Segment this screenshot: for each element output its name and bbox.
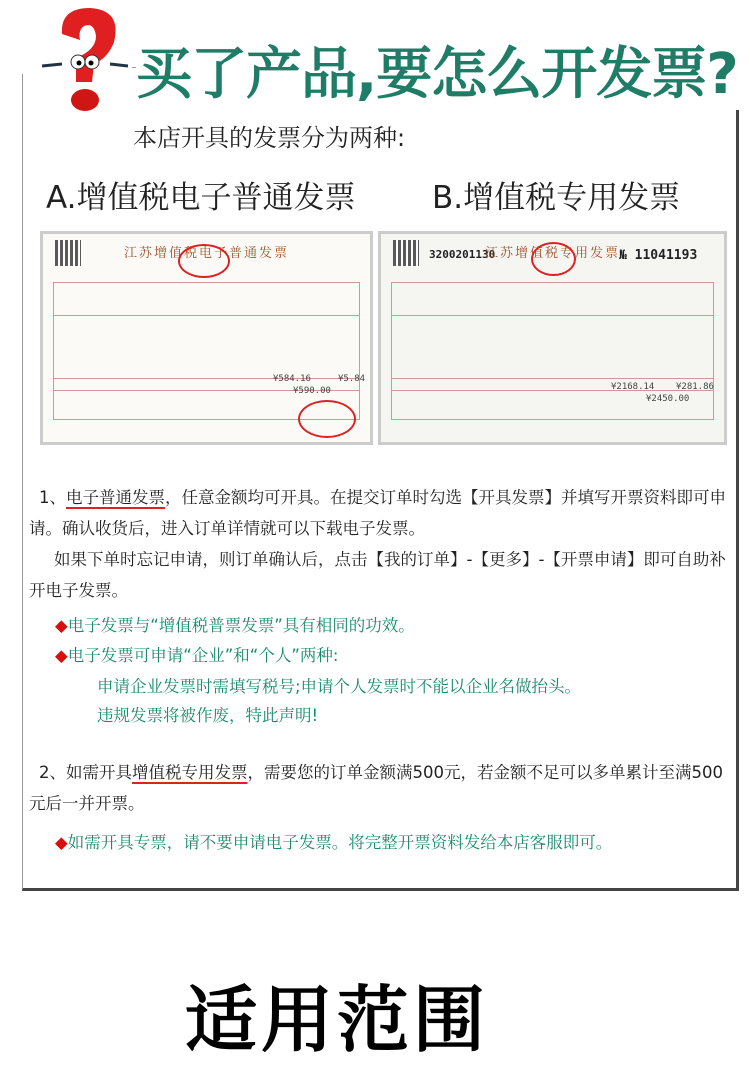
section-2-prefix: 2、如需开具: [39, 763, 132, 782]
invoice-tax: ¥281.86: [676, 382, 714, 392]
section-1-text: ，任意金额均可开具。在提交订单时勾选【开具发票】并填写开票资料即可申请。确认收货后，进入订单详情就可以下载电子发票。: [29, 488, 726, 538]
invoice-total: ¥2450.00: [646, 394, 690, 404]
invoice-subtotal: ¥584.16: [273, 374, 311, 384]
term-special-invoice: 增值税专用发票: [132, 763, 248, 782]
note-text: 违规发票将被作废，特此声明!: [97, 706, 319, 725]
special-invoice-sample: [378, 231, 727, 445]
item-number: 1、: [39, 488, 66, 507]
invoice-type-a-heading: A.增值税电子普通发票: [46, 180, 356, 216]
section-1-para2: 如果下单时忘记申请，则订单确认后，点击【我的订单】-【更多】-【开票申请】即可自助补开电子发票。: [29, 550, 726, 600]
invoice-title: 江苏增值税专用发票: [484, 246, 620, 261]
subtitle: 本店开具的发票分为两种:: [133, 124, 406, 152]
section-2-paragraph: [29, 757, 729, 819]
diamond-icon: ◆: [55, 646, 68, 665]
seal-icon: [298, 400, 356, 438]
bullet-text: 电子发票与“增值税普票发票”具有相同的功效。: [67, 616, 415, 635]
bullet-text: 电子发票可申请“企业”和“个人”两种:: [67, 646, 339, 665]
bullet-item: [55, 642, 338, 666]
bullet-text: 如需开具专票，请不要申请电子发票。将完整开票资料发给本店客服即可。: [67, 833, 613, 852]
term-electronic-invoice: 电子普通发票: [66, 488, 165, 507]
invoice-subtotal: ¥2168.14: [611, 382, 655, 392]
section-2-text: ，需要您的订单金额满500元，若金额不足可以多单累计至满500元后一并开票。: [29, 763, 723, 813]
stamp-icon: [178, 244, 230, 278]
next-section-heading: 适用范围: [185, 978, 490, 1062]
diamond-icon: ◆: [55, 833, 68, 852]
invoice-number: № 11041193: [619, 248, 698, 263]
invoice-title: 江苏增值税电子普通发票: [123, 246, 289, 261]
diamond-icon: ◆: [55, 616, 68, 635]
note-text: 申请企业发票时需填写税号;申请个人发票时不能以企业名做抬头。: [97, 677, 582, 696]
invoice-code: 3200201130: [429, 248, 496, 261]
page-title: 买了产品,要怎么开发票?: [136, 30, 742, 110]
stamp-icon: [531, 242, 576, 276]
invoice-type-b-heading: B.增值税专用发票: [432, 180, 681, 216]
bullet-item: [55, 612, 415, 636]
question-mark-mascot-icon: [40, 4, 130, 114]
invoice-tax: ¥5.84: [338, 374, 366, 384]
bullet-item: [55, 829, 612, 853]
invoice-total: ¥590.00: [293, 386, 331, 396]
electronic-invoice-sample: [40, 231, 373, 445]
section-1-paragraph: [29, 482, 729, 544]
